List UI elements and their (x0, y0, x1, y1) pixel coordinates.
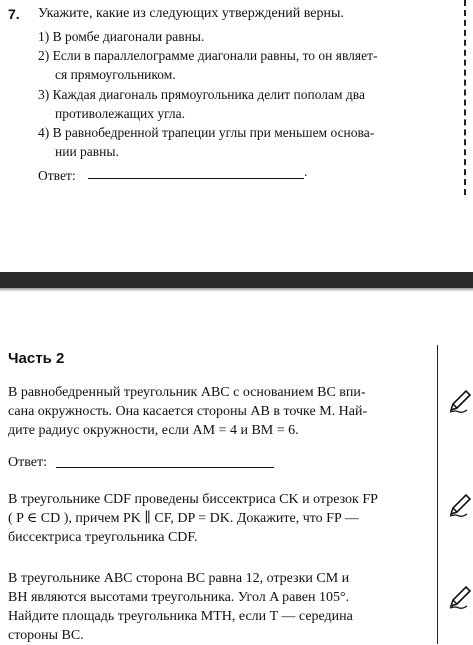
task-3-line-4: стороны BC. (8, 628, 84, 643)
task-1 (8, 383, 428, 440)
task-3-line-2: BH являются высотами треугольника. Угол A равен 105°. (8, 590, 350, 605)
answer-field-2[interactable] (56, 467, 274, 468)
margin-divider (437, 345, 438, 644)
option-2-line-2: ся прямоугольником. (55, 67, 176, 82)
task-1-line-1: В равнобедренный треугольник ABC с основанием BC впи- (8, 385, 366, 400)
option-3-line-2: противолежащих угла. (55, 106, 186, 121)
task-3-line-3: Найдите площадь треугольника MTH, если T — середина (8, 609, 353, 624)
task-3 (8, 569, 428, 645)
answer-label: Ответ: (38, 168, 76, 183)
option-3-line-1: 3) Каждая диагональ прямоугольника делит пополам два (38, 87, 365, 102)
pencil-icon (447, 388, 473, 414)
pencil-icon (447, 584, 473, 610)
option-4-line-2: нии равны. (55, 144, 119, 159)
answer-dot: . (304, 165, 308, 180)
task-2-line-2: ( P ∈ CD ), причем PK ∥ CF, DP = DK. Докажите, что FP — (8, 511, 359, 526)
cut-line (464, 0, 466, 195)
option-2-line-1: 2) Если в параллелограмме диагонали равны, то он являет- (38, 48, 378, 63)
option-1: 1) В ромбе диагонали равны. (38, 29, 205, 44)
task-2-line-1: В треугольнике CDF проведены биссектриса CK и отрезок FP (8, 492, 378, 507)
answer-label-2: Ответ: (8, 455, 47, 470)
question-number: 7. (8, 6, 20, 22)
part-title: Часть 2 (8, 350, 65, 367)
option-4-line-1: 4) В равнобедренной трапеции углы при меньшем основа- (38, 125, 375, 140)
task-2 (8, 490, 428, 547)
question-prompt: Укажите, какие из следующих утверждений верны. (38, 6, 344, 21)
task-1-line-3: дите радиус окружности, если AM = 4 и BM = 6. (8, 423, 299, 438)
page-separator (0, 272, 473, 288)
pencil-icon (447, 492, 473, 518)
page-separator-shadow (0, 288, 473, 292)
answer-field[interactable] (88, 178, 304, 179)
task-2-line-3: биссектриса треугольника CDF. (8, 530, 198, 545)
task-3-line-1: В треугольнике ABC сторона BC равна 12, отрезки CM и (8, 571, 350, 586)
task-1-line-2: сана окружность. Она касается стороны AB в точке M. Най- (8, 404, 368, 419)
page-top (0, 0, 473, 272)
